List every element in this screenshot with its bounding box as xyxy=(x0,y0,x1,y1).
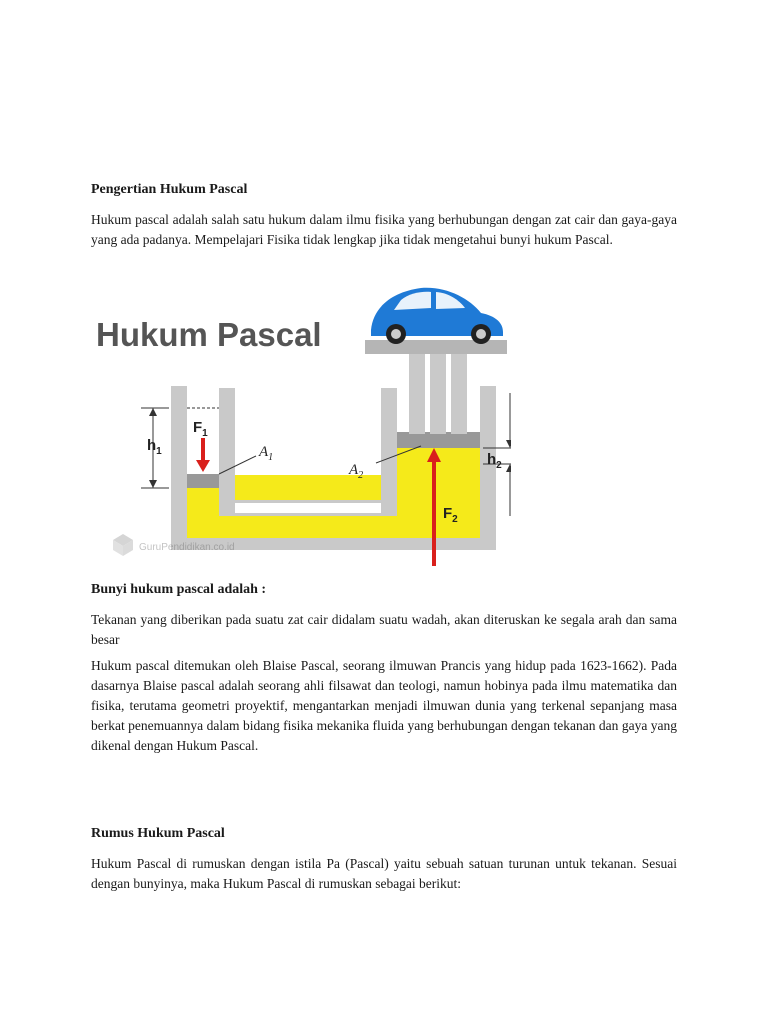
label-f2: $F_2$ xyxy=(443,505,458,525)
inner-right-wall xyxy=(381,388,397,516)
outer-right-wall xyxy=(480,386,496,550)
small-piston xyxy=(187,474,219,488)
svg-text:GuruPendidikan.co.id: GuruPendidikan.co.id xyxy=(139,542,235,553)
label-h1: $h_1$ xyxy=(147,437,162,457)
heading-rumus: Rumus Hukum Pascal xyxy=(91,826,225,841)
diagram-title: Hukum Pascal xyxy=(96,316,322,353)
heading-pengertian: Pengertian Hukum Pascal xyxy=(91,182,248,197)
label-f1: $F_1$ xyxy=(193,419,208,439)
paragraph-rumus: Hukum Pascal di rumuskan dengan istila Pa (Pascal) yaitu sebuah satuan turunan untuk tekanan. Sesuai dengan bunyinya, maka Hukum Pascal di rumuskan sebagai berikut: xyxy=(91,856,677,891)
paragraph-pengertian: Hukum pascal adalah salah satu hukum dalam ilmu fisika yang berhubungan dengan zat cair dan gaya-gaya yang ada padanya. Mempelajari Fisika tidak lengkap jika tidak mengetahui bunyi hukum Pascal. xyxy=(91,212,677,247)
paragraph-bunyi: Tekanan yang diberikan pada suatu zat cair didalam suatu wadah, akan diteruskan ke segala arah dan sama besar xyxy=(91,612,677,647)
hukum-pascal-diagram xyxy=(91,278,511,573)
large-piston xyxy=(397,432,480,448)
label-a2: $A_2$ xyxy=(349,462,364,481)
heading-bunyi: Bunyi hukum pascal adalah : xyxy=(91,582,267,597)
outer-left-wall xyxy=(171,386,187,550)
label-h2: $h_2$ xyxy=(487,451,502,471)
label-a1: $A_1$ xyxy=(259,444,274,463)
car-icon xyxy=(371,288,503,344)
inner-left-wall xyxy=(219,388,235,516)
paragraph-blaise: Hukum pascal ditemukan oleh Blaise Pascal, seorang ilmuwan Prancis yang hidup pada 1623-1662). Pada dasarnya Blaise pascal adalah seorang ahli filsawat dan teologi, namun hobinya pada ilmu matematika dan fisika, terutama geometri proyektif, mengantarkan menjadi ilmuwan dunia yang terkenal sepanjang masa berkat penemuannya dalam bidang fisika mekanika fluida yang berhubungan dengan tekanan dan gaya yang dikenal dengan Hukum Pascal. xyxy=(91,658,677,753)
